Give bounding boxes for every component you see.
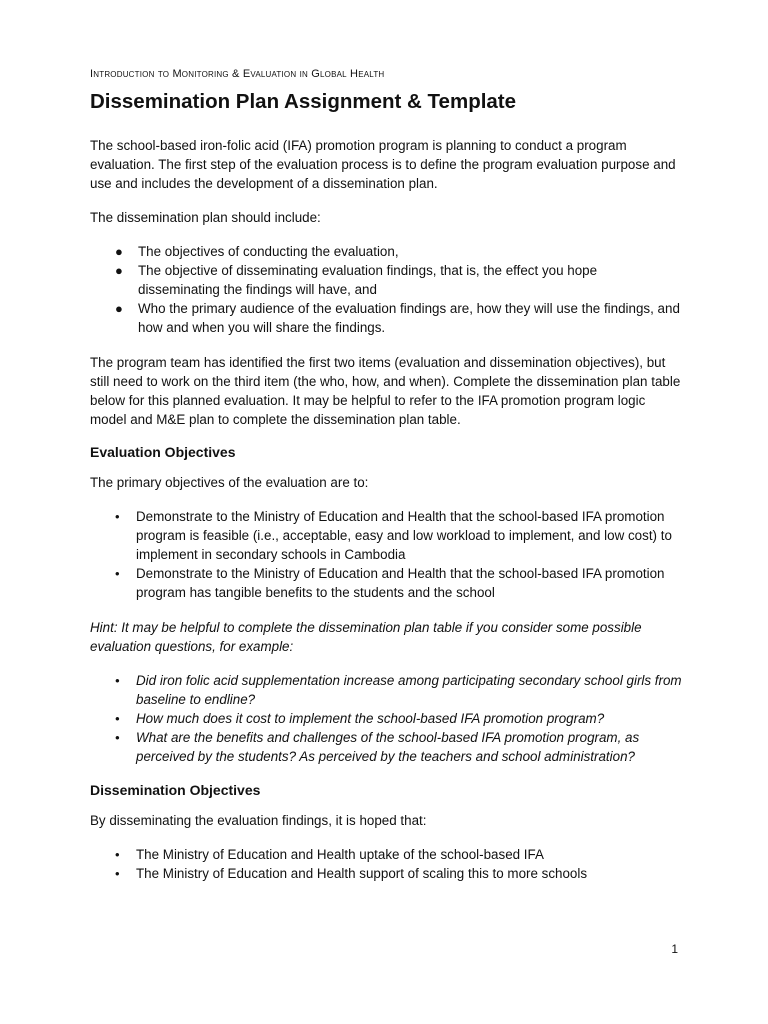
list-item: • The Ministry of Education and Health support of scaling this to more schools bbox=[115, 866, 588, 881]
evaluation-questions-list bbox=[90, 671, 682, 766]
bullet-icon: • bbox=[115, 866, 120, 881]
include-list bbox=[90, 242, 682, 337]
bullet-icon: • bbox=[115, 566, 120, 581]
evaluation-objectives-heading: Evaluation Objectives bbox=[90, 444, 236, 460]
bullet-icon: • bbox=[115, 673, 120, 688]
document-page bbox=[90, 68, 682, 899]
page-number: 1 bbox=[671, 942, 678, 956]
list-item: • What are the benefits and challenges of the school-based IFA promotion program, as perceived by the students? As perceived by the teachers and school administration? bbox=[115, 730, 640, 764]
dissemination-lead: By disseminating the evaluation findings, it is hoped that: bbox=[90, 813, 427, 828]
list-item: ● The objectives of conducting the evaluation, bbox=[115, 244, 399, 259]
list-item: • Demonstrate to the Ministry of Education and Health that the school-based IFA promotion program is feasible (i.e., acceptable, easy and low workload to implement, and low cost) to implement in secondary schools in Cambodia bbox=[115, 509, 672, 562]
hint-paragraph: Hint: It may be helpful to complete the dissemination plan table if you consider some possible evaluation questions, for example: bbox=[90, 620, 642, 654]
intro-paragraph: The school-based iron-folic acid (IFA) promotion program is planning to conduct a program evaluation. The first step of the evaluation process is to define the program evaluation purpose and use and includes the development of a dissemination plan. bbox=[90, 138, 676, 191]
plan-include-lead: The dissemination plan should include: bbox=[90, 210, 321, 225]
evaluation-objectives-list bbox=[90, 507, 682, 602]
list-item: • Demonstrate to the Ministry of Education and Health that the school-based IFA promotion program has tangible benefits to the students and the school bbox=[115, 566, 665, 600]
bullet-icon: ● bbox=[115, 244, 123, 259]
bullet-icon: • bbox=[115, 509, 120, 524]
list-item: • Did iron folic acid supplementation increase among participating secondary school girls from baseline to endline? bbox=[115, 673, 682, 707]
document-title: Dissemination Plan Assignment & Template bbox=[90, 90, 517, 113]
list-item: ● The objective of disseminating evaluation findings, that is, the effect you hope disseminating the findings will have, and bbox=[115, 263, 598, 297]
dissemination-objectives-heading: Dissemination Objectives bbox=[90, 782, 261, 798]
dissemination-objectives-list bbox=[90, 845, 682, 883]
bullet-icon: ● bbox=[115, 263, 123, 278]
team-paragraph: The program team has identified the first two items (evaluation and dissemination objectives), but still need to work on the third item (the who, how, and when). Complete the dissemination plan table below for this planned evaluation. It may be helpful to refer to the IFA promotion program logic model and M&E plan to complete the dissemination plan table. bbox=[90, 355, 681, 427]
course-title: Introduction to Monitoring & Evaluation in Global Health bbox=[90, 68, 385, 80]
bullet-icon: • bbox=[115, 847, 120, 862]
list-item: • The Ministry of Education and Health uptake of the school-based IFA bbox=[115, 847, 544, 862]
list-item: ● Who the primary audience of the evaluation findings are, how they will use the findings, and how and when you will share the findings. bbox=[115, 301, 680, 335]
list-item: • How much does it cost to implement the school-based IFA promotion program? bbox=[115, 711, 605, 726]
bullet-icon: • bbox=[115, 730, 120, 745]
bullet-icon: ● bbox=[115, 301, 123, 316]
evaluation-lead: The primary objectives of the evaluation are to: bbox=[90, 475, 369, 490]
bullet-icon: • bbox=[115, 711, 120, 726]
